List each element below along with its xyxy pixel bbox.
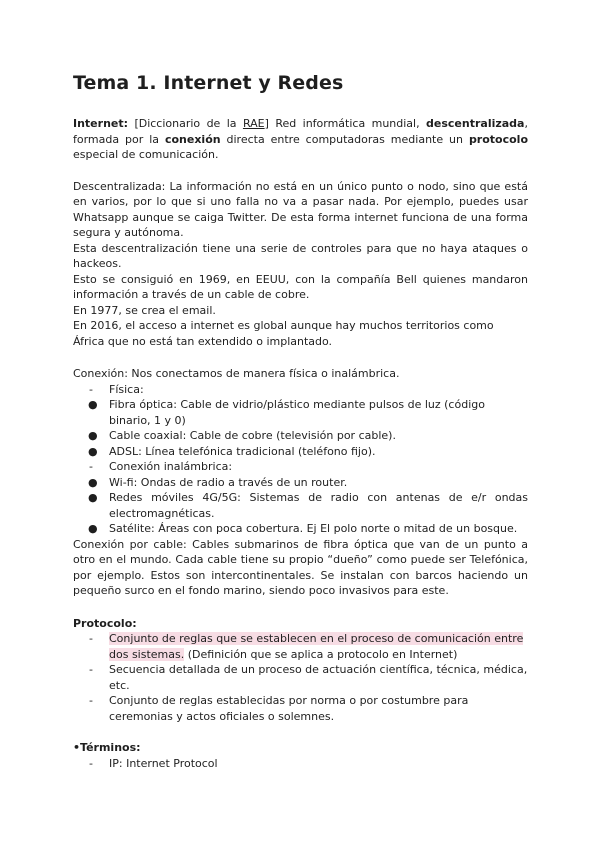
list-item: ● Satélite: Áreas con poca cobertura. Ej El polo norte o mitad de un bosque. — [88, 522, 518, 535]
highlighted-text: Conjunto de reglas que se establecen en el proceso de comunicación entre dos sistemas. — [109, 632, 524, 661]
list-item: - Secuencia detallada de un proceso de actuación científica, técnica, médica, etc. — [89, 663, 528, 692]
conexion-intro: Conexión: Nos conectamos de manera física o inalámbrica. — [73, 367, 400, 380]
list-item: - Conjunto de reglas que se establecen en el proceso de comunicación entre dos sistemas. (Definición que se aplica a protocolo en Internet) — [89, 632, 524, 661]
rae-link[interactable]: RAE — [242, 117, 265, 130]
cable-paragraph: Conexión por cable: Cables submarinos de fibra óptica que van de un punto a otro en el mundo. Cada cable tiene su propio “dueño” como puede ser Telefónica, por ejemplo. Estos son intercontinentales. Se instalan con barcos haciendo un pequeño surco en el fondo marino, siendo poco invasivos para este. — [73, 537, 528, 597]
list-item: - Conjunto de reglas establecidas por norma o por costumbre para ceremonias y actos oficiales o solemnes. — [89, 694, 469, 723]
list-item: ● Wi-fi: Ondas de radio a través de un router. — [88, 475, 348, 489]
list-item: ● Fibra óptica: Cable de vidrio/plástico mediante pulsos de luz (código binario, 1 y 0) — [88, 398, 485, 427]
list-item: ● Redes móviles 4G/5G: Sistemas de radio con antenas de e/r ondas electromagnéticas. — [88, 491, 528, 520]
list-item: ● ADSL: Línea telefónica tradicional (teléfono fijo). — [88, 444, 376, 458]
protocolo-list — [73, 631, 528, 724]
list-item: - IP: Internet Protocol — [89, 756, 218, 770]
internet-label: Internet: — [73, 117, 129, 130]
terminos-heading: •Términos: — [73, 741, 141, 754]
historia-2016: En 2016, el acceso a internet es global aunque hay muchos territorios como África que no está tan extendido o implantado. — [73, 319, 494, 348]
historia-1969: Esto se consiguió en 1969, en EEUU, con la compañía Bell quienes mandaron información a través de un cable de cobre. — [73, 272, 528, 301]
terminos-list — [73, 756, 528, 772]
historia-1977: En 1977, se crea el email. — [73, 303, 216, 317]
list-item: ● Cable coaxial: Cable de cobre (televisión por cable). — [88, 429, 396, 442]
controles-paragraph: Esta descentralización tiene una serie de controles para que no haya ataques o hackeos. — [73, 241, 528, 270]
descentralizada-paragraph: Descentralizada: La información no está en un único punto o nodo, sino que está en varios, por lo que si uno falla no va a pasar nada. Por ejemplo, puedes usar Whatsapp aunque se caiga Twitter. De esta forma internet funciona de una forma segura y autónoma. — [73, 179, 528, 239]
protocolo-heading: Protocolo: — [73, 616, 137, 630]
list-item: - Física: — [89, 382, 144, 396]
internet-definition: Internet: [Diccionario de la RAE] Red informática mundial, descentralizada, formada por la conexión directa entre computadoras mediante un protocolo especial de comunicación. — [73, 117, 529, 161]
page-title: Tema 1. Internet y Redes — [73, 72, 344, 94]
conexion-list — [73, 382, 528, 537]
list-item: - Conexión inalámbrica: — [89, 460, 233, 473]
